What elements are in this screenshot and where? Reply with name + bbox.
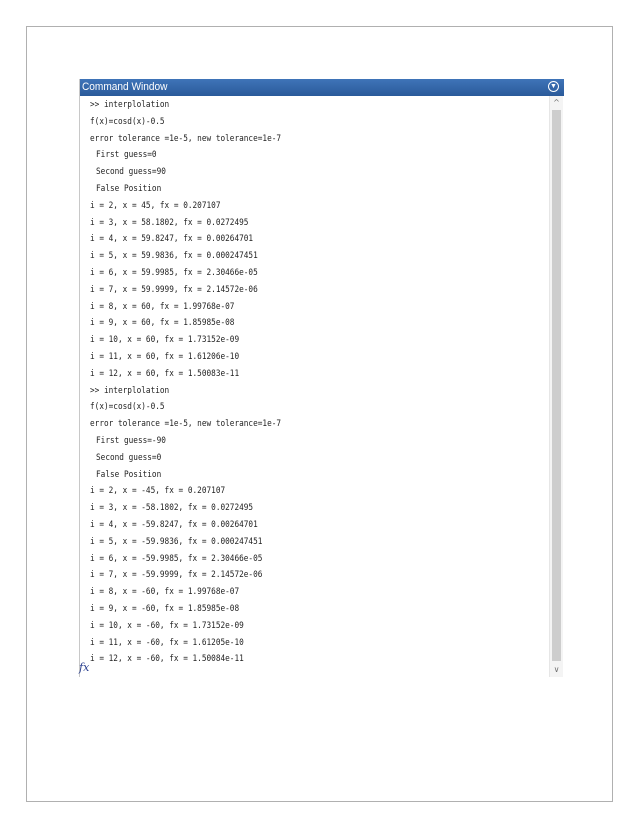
console-line: i = 3, x = -58.1802, fx = 0.0272495 (90, 503, 254, 514)
console-line: i = 11, x = -60, fx = 1.61205e-10 (90, 637, 244, 648)
window-title: Command Window (82, 81, 168, 93)
console-line: error tolerance =1e-5, new tolerance=1e-7 (90, 419, 282, 430)
console-line: i = 8, x = 60, fx = 1.99768e-07 (90, 301, 235, 312)
command-window (79, 79, 563, 677)
console-line: First guess=-90 (96, 436, 166, 446)
scroll-thumb[interactable] (552, 110, 561, 661)
console-line: i = 9, x = -60, fx = 1.85985e-08 (90, 604, 240, 614)
command-window-titlebar[interactable] (80, 79, 564, 96)
console-line: i = 12, x = -60, fx = 1.50084e-11 (90, 654, 244, 665)
console-line: i = 8, x = -60, fx = 1.99768e-07 (90, 587, 240, 598)
console-line: >> interplolation (90, 100, 170, 110)
console-line: i = 5, x = 59.9836, fx = 0.000247451 (90, 251, 258, 262)
console-line: i = 4, x = 59.8247, fx = 0.00264701 (90, 234, 254, 245)
console-line: i = 6, x = -59.9985, fx = 2.30466e-05 (90, 553, 263, 564)
console-output[interactable] (80, 96, 550, 677)
console-line: i = 2, x = -45, fx = 0.207107 (90, 486, 226, 497)
console-line: i = 2, x = 45, fx = 0.207107 (90, 200, 221, 211)
console-line: False Position (96, 184, 162, 194)
console-line: f(x)=cosd(x)-0.5 (90, 116, 165, 127)
console-line: i = 6, x = 59.9985, fx = 2.30466e-05 (90, 268, 258, 278)
console-line: i = 7, x = 59.9999, fx = 2.14572e-06 (90, 284, 258, 295)
console-line: i = 12, x = 60, fx = 1.50083e-11 (90, 368, 240, 379)
console-line: i = 10, x = 60, fx = 1.73152e-09 (90, 335, 240, 346)
console-line: i = 11, x = 60, fx = 1.61206e-10 (90, 352, 240, 362)
chevron-down-circle-icon[interactable]: ▼ (548, 81, 559, 92)
vertical-scrollbar[interactable] (549, 96, 563, 677)
console-line: First guess=0 (96, 150, 157, 161)
console-line: i = 3, x = 58.1802, fx = 0.0272495 (90, 217, 249, 228)
console-line: False Position (96, 469, 162, 480)
console-line: Second guess=90 (96, 167, 166, 178)
console-line: f(x)=cosd(x)-0.5 (90, 402, 165, 413)
console-line: i = 7, x = -59.9999, fx = 2.14572e-06 (90, 570, 263, 581)
console-line: i = 4, x = -59.8247, fx = 0.00264701 (90, 520, 258, 530)
scroll-down-arrow-icon[interactable]: ∨ (553, 665, 560, 674)
fx-icon: fx (79, 661, 90, 674)
console-line: Second guess=0 (96, 452, 162, 463)
console-line: >> interplolation (90, 385, 170, 396)
console-line: error tolerance =1e-5, new tolerance=1e-7 (90, 133, 282, 144)
console-line: i = 5, x = -59.9836, fx = 0.000247451 (90, 536, 263, 547)
scroll-up-arrow-icon[interactable]: ^ (553, 98, 560, 107)
console-line: i = 10, x = -60, fx = 1.73152e-09 (90, 620, 244, 631)
console-line: i = 9, x = 60, fx = 1.85985e-08 (90, 318, 235, 329)
